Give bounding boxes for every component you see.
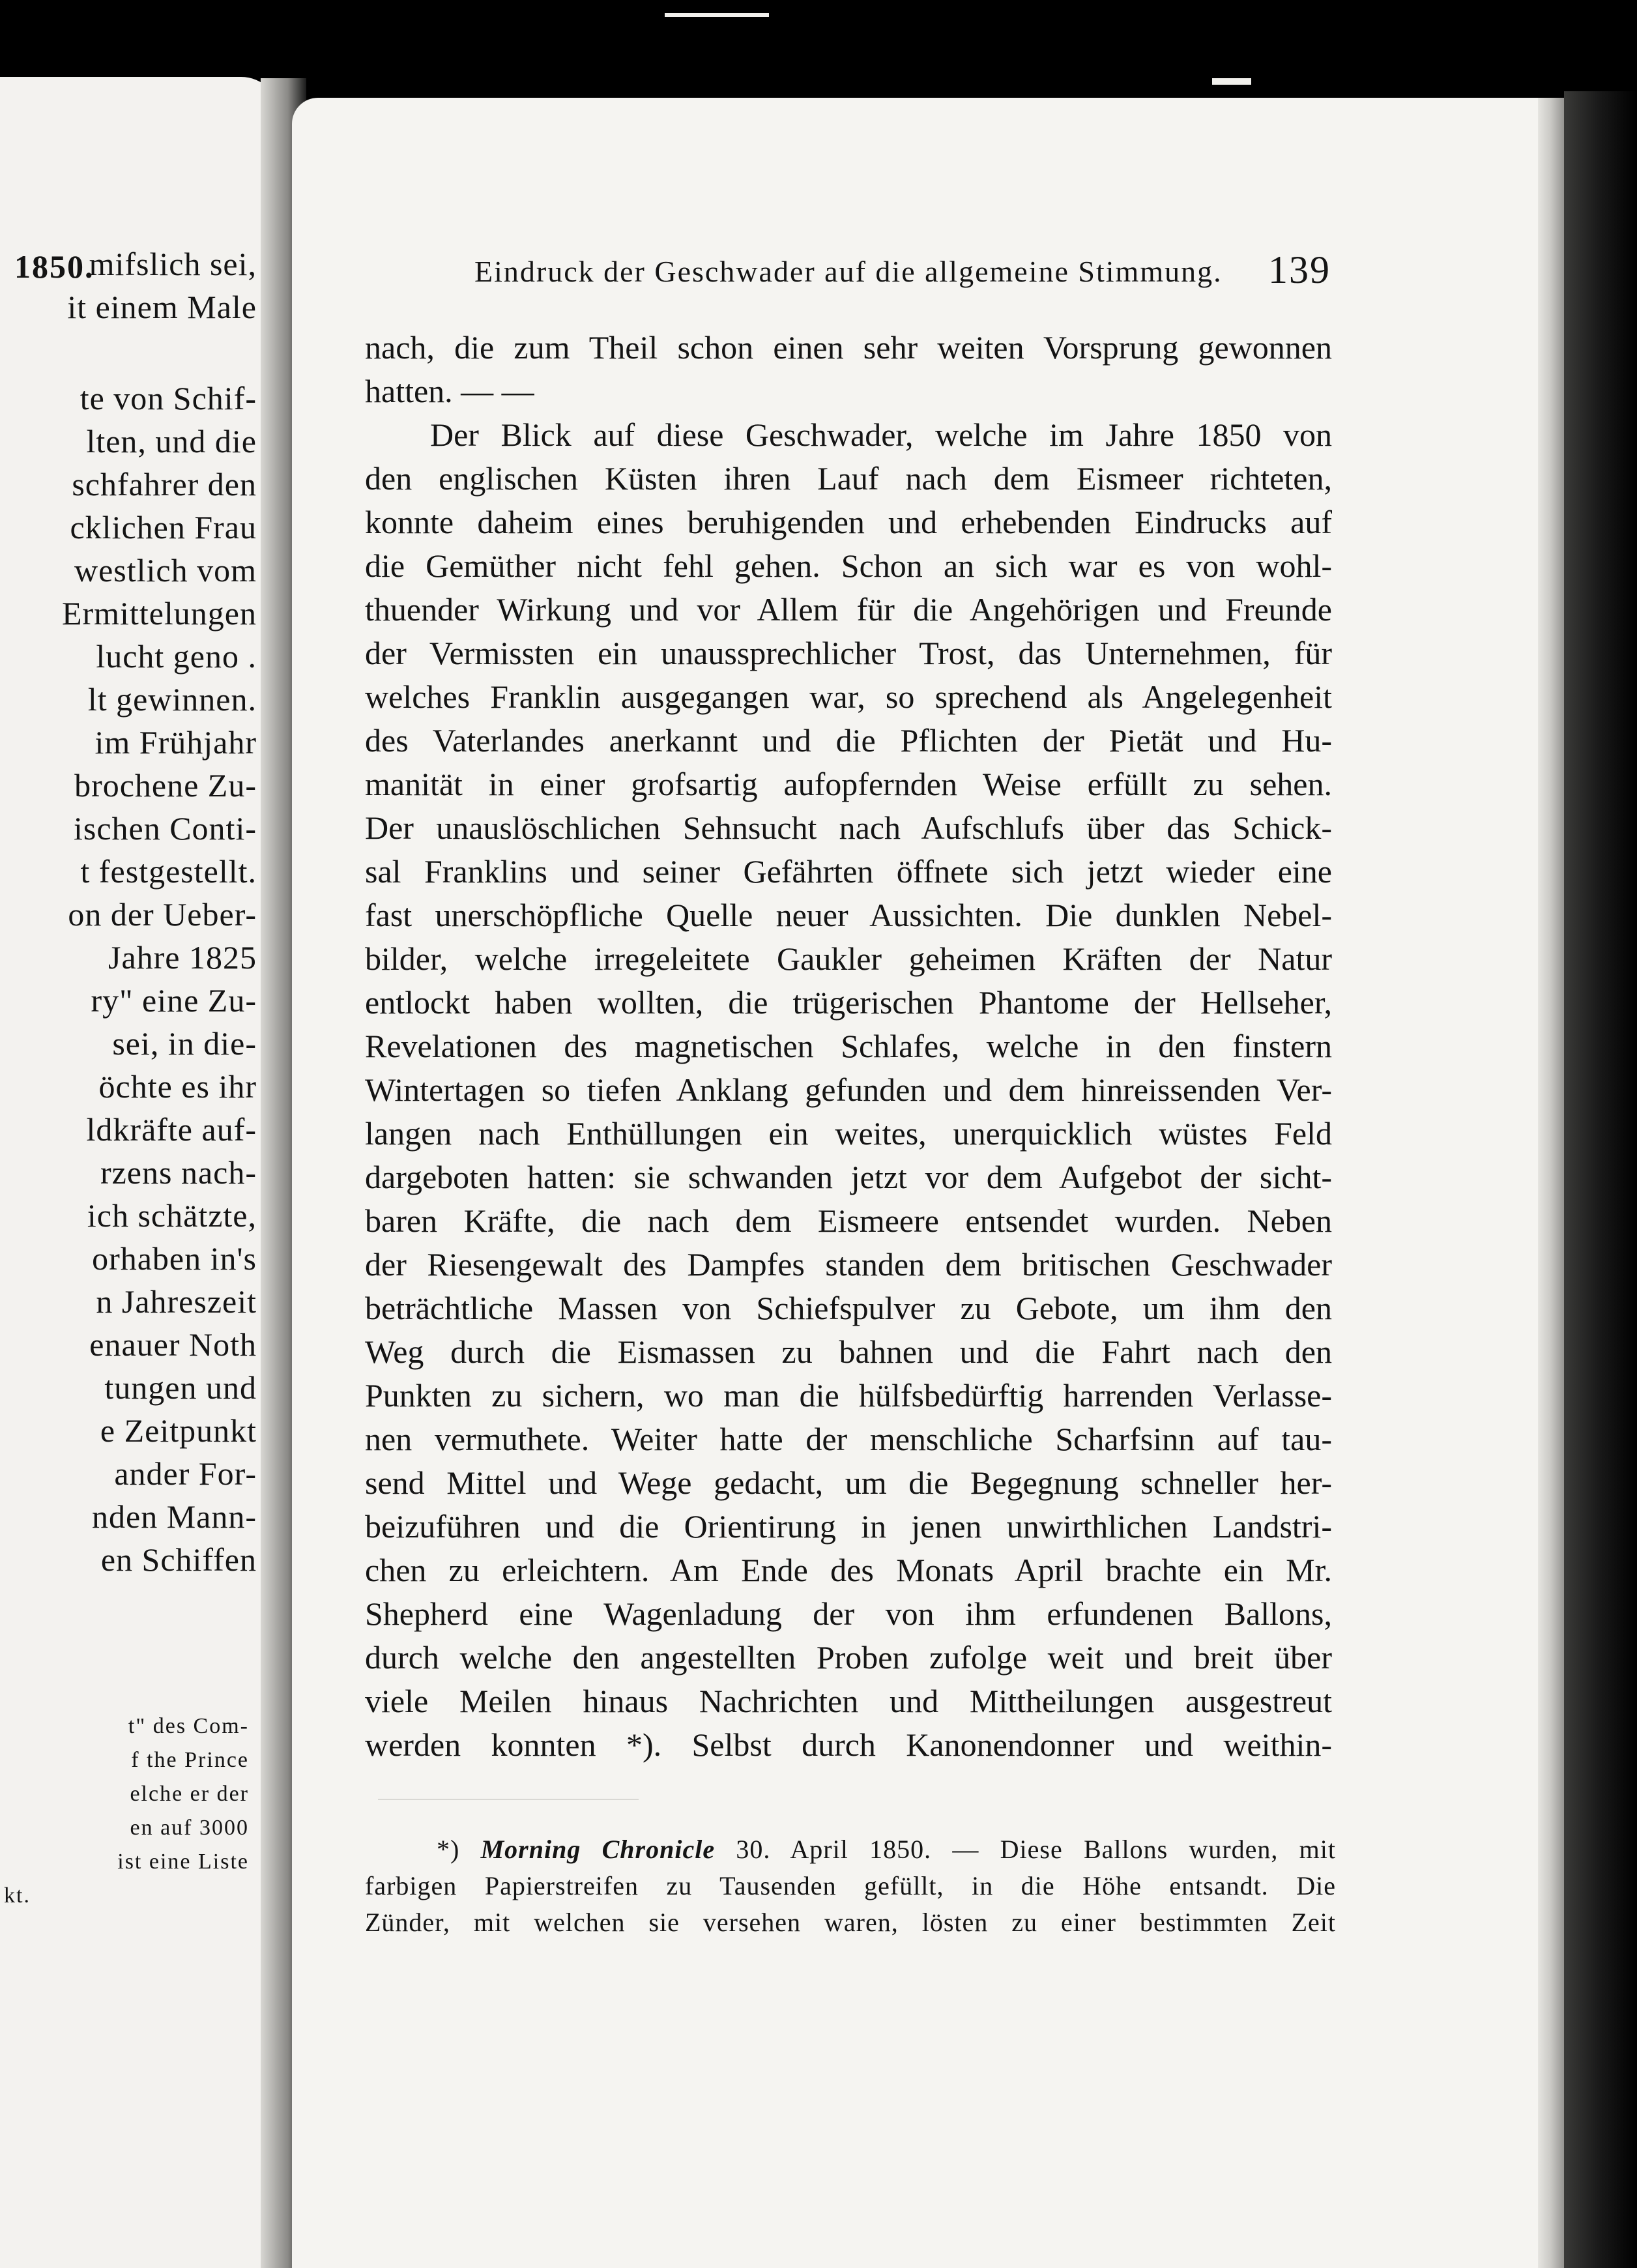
body-line: send Mittel und Wege gedacht, um die Begegnung schneller her- [365, 1464, 1332, 1501]
body-line: durch welche den angestellten Proben zufolge weit und breit über [365, 1639, 1332, 1676]
left-page [0, 77, 280, 2268]
page-number: 139 [1268, 248, 1331, 291]
body-line: den englischen Küsten ihren Lauf nach dem Eismeer richteten, [365, 460, 1332, 497]
body-line: Punkten zu sichern, wo man die hülfsbedürftig harrenden Verlasse- [365, 1377, 1332, 1414]
body-line: Wintertagen so tiefen Anklang gefunden und dem hinreissenden Ver- [365, 1071, 1332, 1108]
body-line: Der Blick auf diese Geschwader, welche im Jahre 1850 von [430, 416, 1332, 453]
left-page-line: te von Schif- [80, 380, 257, 416]
body-line: bilder, welche irregeleitete Gaukler geheimen Kräften der Natur [365, 940, 1332, 977]
left-page-line: sei, in die- [112, 1025, 257, 1062]
body-line: Shepherd eine Wagenladung der von ihm erfundenen Ballons, [365, 1595, 1332, 1632]
body-line: entlockt haben wollten, die trügerischen Phantome der Hellseher, [365, 984, 1332, 1021]
body-line: werden konnten *). Selbst durch Kanonendonner und weithin- [365, 1726, 1332, 1763]
body-line: dargeboten hatten: sie schwanden jetzt vor dem Aufgebot der sicht- [365, 1159, 1332, 1195]
body-line: welches Franklin ausgegangen war, so sprechend als Angelegenheit [365, 678, 1332, 715]
left-page-line: lt gewinnen. [87, 681, 257, 718]
footnote [365, 1831, 1336, 1941]
left-page-line: ander For- [114, 1455, 257, 1492]
body-line: beizuführen und die Orientirung in jenen unwirthlichen Landstri- [365, 1508, 1332, 1545]
body-line: Weg durch die Eismassen zu bahnen und die Fahrt nach den [365, 1333, 1332, 1370]
left-page-line: rzens nach- [100, 1154, 257, 1191]
left-page-line: brochene Zu- [74, 767, 257, 804]
left-page-line: ry" eine Zu- [91, 982, 257, 1019]
left-page-footnote-line: elche er der [130, 1782, 249, 1806]
left-page-line: öchte es ihr [98, 1068, 257, 1105]
body-line: nen vermuthete. Weiter hatte der menschliche Scharfsinn auf tau- [365, 1421, 1332, 1457]
body-line: Der unauslöschlichen Sehnsucht nach Aufschlufs über das Schick- [365, 809, 1332, 846]
left-page-line: Ermittelungen [61, 595, 257, 632]
left-page-footnote-line: f the Prince [131, 1748, 249, 1772]
left-page-line: tungen und [104, 1369, 257, 1406]
left-page-line: t festgestellt. [80, 853, 257, 890]
left-page-line: westlich vom [74, 552, 257, 589]
body-line: nach, die zum Theil schon einen sehr weiten Vorsprung gewonnen [365, 329, 1332, 366]
left-page-footnote-line: ist eine Liste [117, 1850, 249, 1874]
footnote-text: 30. April 1850. — Diese Ballons wurden, mit [736, 1835, 1336, 1864]
body-line: der Riesengewalt des Dampfes standen dem britischen Geschwader [365, 1246, 1332, 1283]
body-line: konnte daheim eines beruhigenden und erhebenden Eindrucks auf [365, 504, 1332, 540]
body-line: manität in einer grofsartig aufopfernden Weise erfüllt zu sehen. [365, 766, 1332, 802]
top-damage-mark [1212, 78, 1251, 85]
body-text [365, 326, 1332, 1767]
body-line: thuender Wirkung und vor Allem für die Angehörigen und Freunde [365, 591, 1332, 628]
footnote-marker: *) [437, 1835, 460, 1864]
left-page-line: im Frühjahr [94, 724, 257, 761]
body-line: der Vermissten ein unaussprechlicher Trost, das Unternehmen, für [365, 635, 1332, 671]
left-page-line: enauer Noth [89, 1326, 257, 1363]
left-page-header-year: 1850. [14, 248, 94, 285]
body-line: chen zu erleichtern. Am Ende des Monats April brachte ein Mr. [365, 1552, 1332, 1588]
body-line: sal Franklins und seiner Gefährten öffnete sich jetzt wieder eine [365, 853, 1332, 890]
body-line: viele Meilen hinaus Nachrichten und Mittheilungen ausgestreut [365, 1683, 1332, 1719]
left-page-line: en Schiffen [100, 1541, 257, 1578]
left-page-line: ischen Conti- [73, 810, 257, 847]
footnote-rule [378, 1799, 639, 1800]
body-line: des Vaterlandes anerkannt und die Pflichten der Pietät und Hu- [365, 722, 1332, 759]
left-page-line: ldkräfte auf- [86, 1111, 257, 1148]
left-page-line: orhaben in's [92, 1240, 257, 1277]
body-line: hatten. — — [365, 373, 534, 409]
left-page-line: lucht geno . [96, 638, 257, 675]
running-head: Eindruck der Geschwader auf die allgemeine Stimmung. [474, 255, 1223, 288]
body-line: fast unerschöpfliche Quelle neuer Aussichten. Die dunklen Nebel- [365, 897, 1332, 933]
left-page-line: nden Mann- [92, 1498, 257, 1535]
footnote-line: farbigen Papierstreifen zu Tausenden gefüllt, in die Höhe entsandt. Die [365, 1871, 1336, 1900]
top-damage-mark [665, 13, 769, 17]
body-line: beträchtliche Massen von Schiefspulver zu Gebote, um ihm den [365, 1290, 1332, 1326]
left-page-line: lten, und die [86, 423, 257, 459]
left-page-line: Jahre 1825 [108, 939, 257, 976]
left-page-footnote-line: kt. [4, 1883, 31, 1908]
left-page-line: e Zeitpunkt [100, 1412, 257, 1449]
body-line: langen nach Enthüllungen ein weites, unerquicklich wüstes Feld [365, 1115, 1332, 1152]
left-page-footnote-line: t" des Com- [128, 1714, 249, 1738]
page-edge-shadow [1564, 91, 1637, 2268]
left-page-line: it einem Male [67, 289, 257, 325]
left-page-footnote-line: en auf 3000 [130, 1816, 249, 1840]
left-page-line: cklichen Frau [70, 509, 257, 545]
footnote-line [365, 1831, 1336, 1868]
left-page-line: n Jahreszeit [96, 1283, 257, 1320]
left-page-line: on der Ueber- [68, 896, 257, 933]
footnote-source: Morning Chronicle [480, 1835, 716, 1864]
body-line: Revelationen des magnetischen Schlafes, welche in den finstern [365, 1028, 1332, 1064]
left-page-line: mifslich sei, [89, 246, 257, 282]
left-page-line: schfahrer den [72, 466, 257, 502]
body-line: die Gemüther nicht fehl gehen. Schon an sich war es von wohl- [365, 547, 1332, 584]
body-line: baren Kräfte, die nach dem Eismeere entsendet wurden. Neben [365, 1202, 1332, 1239]
footnote-line: Zünder, mit welchen sie versehen waren, lösten zu einer bestimmten Zeit [365, 1908, 1336, 1937]
left-page-line: ich schätzte, [87, 1197, 257, 1234]
